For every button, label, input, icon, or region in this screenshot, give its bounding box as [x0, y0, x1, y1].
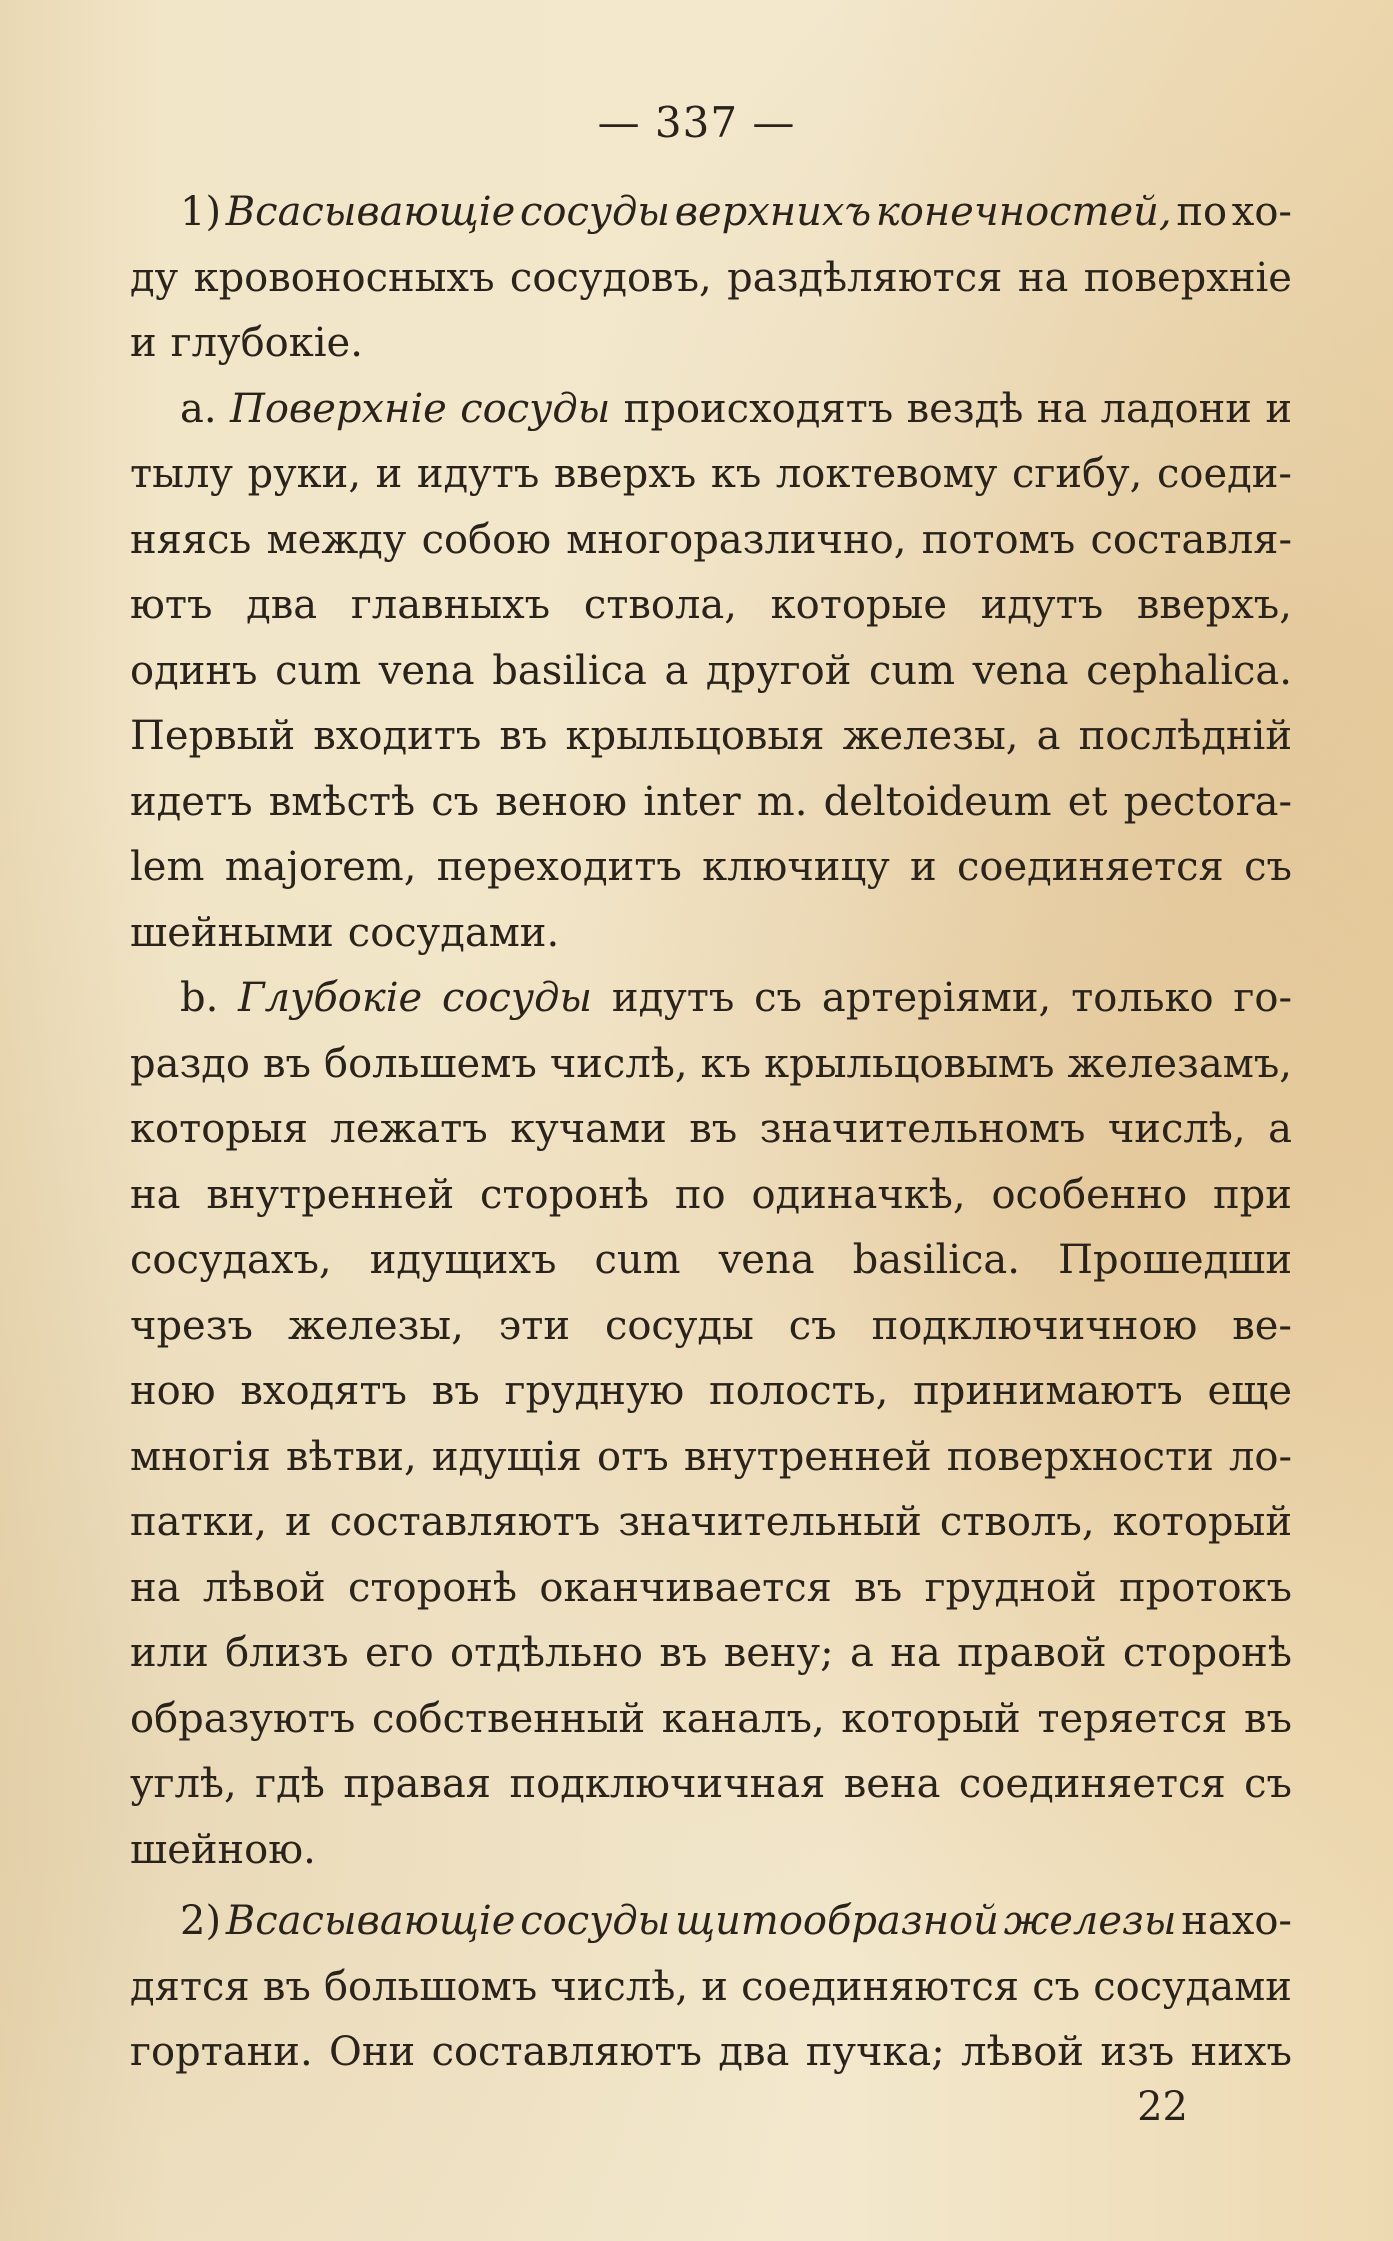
word: въ — [659, 1630, 708, 1676]
word: большомъ — [323, 1963, 538, 2010]
word: сторонѣ — [479, 1171, 650, 1218]
word: входитъ — [313, 713, 482, 759]
word: съ — [788, 1302, 837, 1349]
word: гортани. — [130, 2029, 313, 2075]
word: входятъ — [240, 1368, 407, 1414]
word: vena — [718, 1237, 815, 1283]
word: и — [375, 451, 403, 497]
word: ютъ — [130, 582, 213, 628]
text-line — [130, 1294, 1292, 1360]
word: шейными — [130, 909, 334, 956]
text-line — [130, 1032, 1292, 1098]
word: числѣ, — [1107, 1106, 1246, 1152]
word: съ — [431, 778, 480, 825]
word: m. — [756, 778, 808, 825]
text-line — [130, 770, 1292, 836]
word: два — [246, 582, 318, 628]
word: cum — [868, 647, 956, 694]
word: одинъ — [130, 647, 258, 694]
word: по — [674, 1171, 726, 1218]
word: вена — [843, 1761, 941, 1807]
word: между — [266, 516, 407, 563]
word: большемъ — [324, 1040, 537, 1087]
word: а — [664, 647, 689, 694]
text-line — [130, 1425, 1292, 1491]
word: грудной — [924, 1564, 1097, 1611]
word: къ — [700, 1040, 752, 1087]
word: basilica — [492, 647, 647, 694]
word: или — [130, 1630, 209, 1676]
word: сосудовъ, — [509, 254, 712, 301]
word: кучами — [510, 1106, 667, 1152]
word: который — [841, 1695, 1021, 1742]
word: собственный — [372, 1695, 646, 1742]
word: собою — [421, 516, 552, 563]
text-line — [130, 1818, 1292, 1884]
word: на — [890, 1630, 941, 1676]
word: по — [1176, 189, 1228, 235]
word: Всасывающіе — [225, 1898, 516, 1944]
word: эти — [498, 1302, 570, 1349]
word: Глубокіе — [238, 975, 423, 1021]
word: составляютъ — [431, 2029, 702, 2075]
word: сосудахъ, — [130, 1237, 332, 1283]
word: особенно — [991, 1171, 1188, 1218]
word: majorem, — [224, 844, 417, 890]
word: два — [718, 2029, 790, 2075]
word: deltoideum — [823, 778, 1052, 825]
word: поверхніе — [1083, 254, 1292, 301]
word: et — [1067, 778, 1108, 825]
word: 2) — [180, 1898, 222, 1944]
text-line — [130, 311, 1292, 377]
body-text — [130, 180, 1292, 2086]
word: съ — [1032, 1963, 1081, 2010]
word: при — [1213, 1171, 1292, 1218]
word: на — [130, 1171, 181, 1218]
word: происходятъ — [623, 385, 894, 432]
word: ло- — [1228, 1433, 1292, 1480]
word: на — [1017, 254, 1069, 301]
word: составляютъ — [329, 1499, 601, 1545]
word: подключичная — [509, 1761, 826, 1807]
text-line — [130, 508, 1292, 574]
word: соединяются — [741, 1963, 1020, 2010]
text-line — [130, 1955, 1292, 2021]
text-line — [130, 573, 1292, 639]
word: сосуды — [519, 189, 670, 235]
word: изъ — [1100, 2029, 1175, 2075]
word: руки, — [247, 451, 362, 497]
text-line — [130, 2020, 1292, 2086]
word: cephalica. — [1086, 647, 1292, 694]
word: главныхъ — [350, 582, 551, 628]
text-line — [130, 966, 1292, 1032]
word: протокъ — [1118, 1564, 1292, 1611]
word: железамъ, — [1067, 1040, 1292, 1087]
word: 1) — [180, 189, 222, 235]
word: составля- — [1090, 516, 1292, 563]
word: числѣ, — [550, 1963, 689, 2010]
word: послѣдній — [1078, 713, 1292, 759]
word: внутренней — [206, 1171, 455, 1218]
word: на — [1036, 385, 1088, 432]
word: артеріями, — [821, 975, 1052, 1021]
word: соединяется — [958, 1761, 1226, 1807]
word: одиначкѣ, — [751, 1171, 966, 1218]
signature-mark: 22 — [1137, 2084, 1188, 2130]
word: крыльцовымъ — [764, 1040, 1055, 1087]
word: многоразлично, — [566, 516, 907, 563]
text-line — [130, 1490, 1292, 1556]
text-line — [130, 901, 1292, 967]
word: и — [701, 1963, 728, 2010]
word: лѣвой — [202, 1564, 326, 1611]
text-line — [130, 180, 1292, 246]
word: переходитъ — [436, 844, 682, 890]
word: и — [130, 320, 157, 366]
word: правой — [957, 1630, 1107, 1676]
word: basilica. — [852, 1237, 1020, 1283]
text-line — [130, 1228, 1292, 1294]
word: идутъ — [980, 582, 1104, 628]
word: съ — [1244, 1761, 1292, 1807]
word: потомъ — [921, 516, 1076, 563]
word: только — [1071, 975, 1214, 1021]
text-line — [130, 246, 1292, 312]
word: съ — [1244, 844, 1292, 890]
word: и — [1265, 385, 1292, 432]
word: глубокіе. — [170, 320, 363, 366]
word: близъ — [225, 1630, 349, 1676]
word: шейною. — [130, 1826, 316, 1873]
text-line — [130, 835, 1292, 901]
word: полость, — [709, 1368, 889, 1414]
word: сосудами — [1093, 1963, 1292, 2010]
word: многія — [130, 1433, 271, 1480]
word: Прошедши — [1058, 1237, 1292, 1283]
word: значительномъ — [759, 1106, 1086, 1152]
word: въ — [1244, 1695, 1292, 1742]
text-line — [130, 1621, 1292, 1687]
word: идутъ — [416, 451, 540, 497]
word: идущихъ — [369, 1237, 557, 1283]
word: его — [364, 1630, 434, 1676]
word: сторонѣ — [1122, 1630, 1292, 1676]
text-line — [130, 1752, 1292, 1818]
word: Они — [329, 2029, 416, 2075]
word: ду — [130, 254, 179, 301]
word: значительный — [618, 1499, 922, 1545]
text-line — [130, 442, 1292, 508]
word: отъ — [597, 1433, 669, 1480]
word: крыльцовыя — [565, 713, 825, 759]
word: и — [285, 1499, 312, 1545]
text-line — [130, 704, 1292, 770]
word: Поверхніе — [229, 385, 447, 432]
word: оканчивается — [539, 1564, 832, 1611]
word: каналъ, — [661, 1695, 825, 1742]
word: а. — [180, 385, 217, 432]
word: еще — [1207, 1368, 1292, 1414]
word: въ — [689, 1106, 738, 1152]
word: вмѣстѣ — [268, 778, 416, 825]
word: вездѣ — [906, 385, 1024, 432]
word: въ — [263, 1040, 311, 1087]
word: отдѣльно — [450, 1630, 643, 1676]
word: подключичною — [871, 1302, 1198, 1349]
word: поверхности — [946, 1433, 1214, 1480]
word: vena — [972, 647, 1069, 694]
word: идетъ — [130, 778, 253, 825]
word: въ — [854, 1564, 903, 1611]
text-line — [130, 1556, 1292, 1622]
word: принимаютъ — [913, 1368, 1183, 1414]
word: lem — [130, 844, 205, 890]
word: соединяется — [957, 844, 1224, 890]
word: числѣ, — [549, 1040, 688, 1087]
word: гдѣ — [255, 1761, 325, 1807]
word: идущія — [431, 1433, 582, 1480]
word: правая — [343, 1761, 492, 1807]
word: дятся — [130, 1963, 250, 2010]
word: вверхъ — [553, 451, 697, 497]
word: теряется — [1037, 1695, 1228, 1742]
word: соеди- — [1156, 451, 1292, 497]
word: железы, — [842, 713, 1019, 759]
text-line — [130, 1687, 1292, 1753]
word: локтевому — [775, 451, 998, 497]
word: другой — [705, 647, 852, 694]
word: раздѣляются — [727, 254, 1003, 301]
word: идутъ — [611, 975, 735, 1021]
word: сосуды — [442, 975, 593, 1021]
word: углѣ, — [130, 1761, 237, 1807]
word: грудную — [504, 1368, 685, 1414]
word: b. — [180, 975, 219, 1021]
word: а — [1268, 1106, 1292, 1152]
word: сосуды — [604, 1302, 754, 1349]
word: сосуды — [520, 1898, 671, 1944]
word: къ — [710, 451, 762, 497]
word: ною — [130, 1368, 216, 1414]
word: сгибу, — [1012, 451, 1143, 497]
word: въ — [499, 713, 548, 759]
word: верхнихъ — [674, 189, 872, 235]
word: образуютъ — [130, 1695, 356, 1742]
word: хо- — [1231, 189, 1292, 235]
word: железы — [1003, 1898, 1177, 1944]
word: пучка; — [805, 2029, 945, 2075]
word: чрезъ — [130, 1302, 253, 1349]
word: ствола, — [583, 582, 737, 628]
word: тылу — [130, 451, 233, 497]
word: щитообразной — [675, 1898, 999, 1944]
word: ключицу — [702, 844, 890, 890]
word: нихъ — [1190, 2029, 1292, 2075]
word: вену; — [723, 1630, 834, 1676]
word: лежатъ — [330, 1106, 488, 1152]
word: патки, — [130, 1499, 268, 1545]
word: веною — [495, 778, 628, 825]
word: сосудами. — [347, 909, 560, 956]
word: съ — [754, 975, 803, 1021]
word: въ — [262, 1963, 311, 2010]
word: Первый — [130, 713, 296, 759]
word: ладони — [1100, 385, 1252, 432]
word: который — [1112, 1499, 1292, 1545]
word: няясь — [130, 516, 252, 563]
word: vena — [378, 647, 475, 694]
word: сосуды — [460, 385, 611, 432]
text-line — [130, 1097, 1292, 1163]
word: на — [130, 1564, 181, 1611]
word: въ — [431, 1368, 480, 1414]
word: pectora- — [1123, 778, 1292, 825]
word: cum — [275, 647, 362, 694]
word: сторонѣ — [347, 1564, 518, 1611]
word: которыя — [130, 1106, 308, 1152]
word: кровоносныхъ — [193, 254, 495, 301]
word: а — [1036, 713, 1061, 759]
page-number: — 337 — — [597, 98, 796, 147]
word: лѣвой — [961, 2029, 1084, 2075]
text-line — [130, 639, 1292, 705]
word: го- — [1233, 975, 1292, 1021]
word: железы, — [287, 1302, 464, 1349]
word: cum — [594, 1237, 681, 1283]
text-line — [130, 377, 1292, 443]
word: ве- — [1232, 1302, 1292, 1349]
text-line — [130, 1359, 1292, 1425]
word: а — [849, 1630, 874, 1676]
word: нахо- — [1181, 1898, 1292, 1944]
word: Всасывающіе — [225, 189, 516, 235]
word: стволъ, — [939, 1499, 1095, 1545]
word: вверхъ, — [1136, 582, 1292, 628]
word: и — [910, 844, 937, 890]
word: вѣтви, — [286, 1433, 417, 1480]
word: раздо — [130, 1040, 250, 1087]
word: inter — [643, 778, 741, 825]
word: которые — [770, 582, 948, 628]
text-line — [130, 1889, 1292, 1955]
word: конечностей, — [875, 189, 1172, 235]
text-line — [130, 1163, 1292, 1229]
word: внутренней — [683, 1433, 932, 1480]
